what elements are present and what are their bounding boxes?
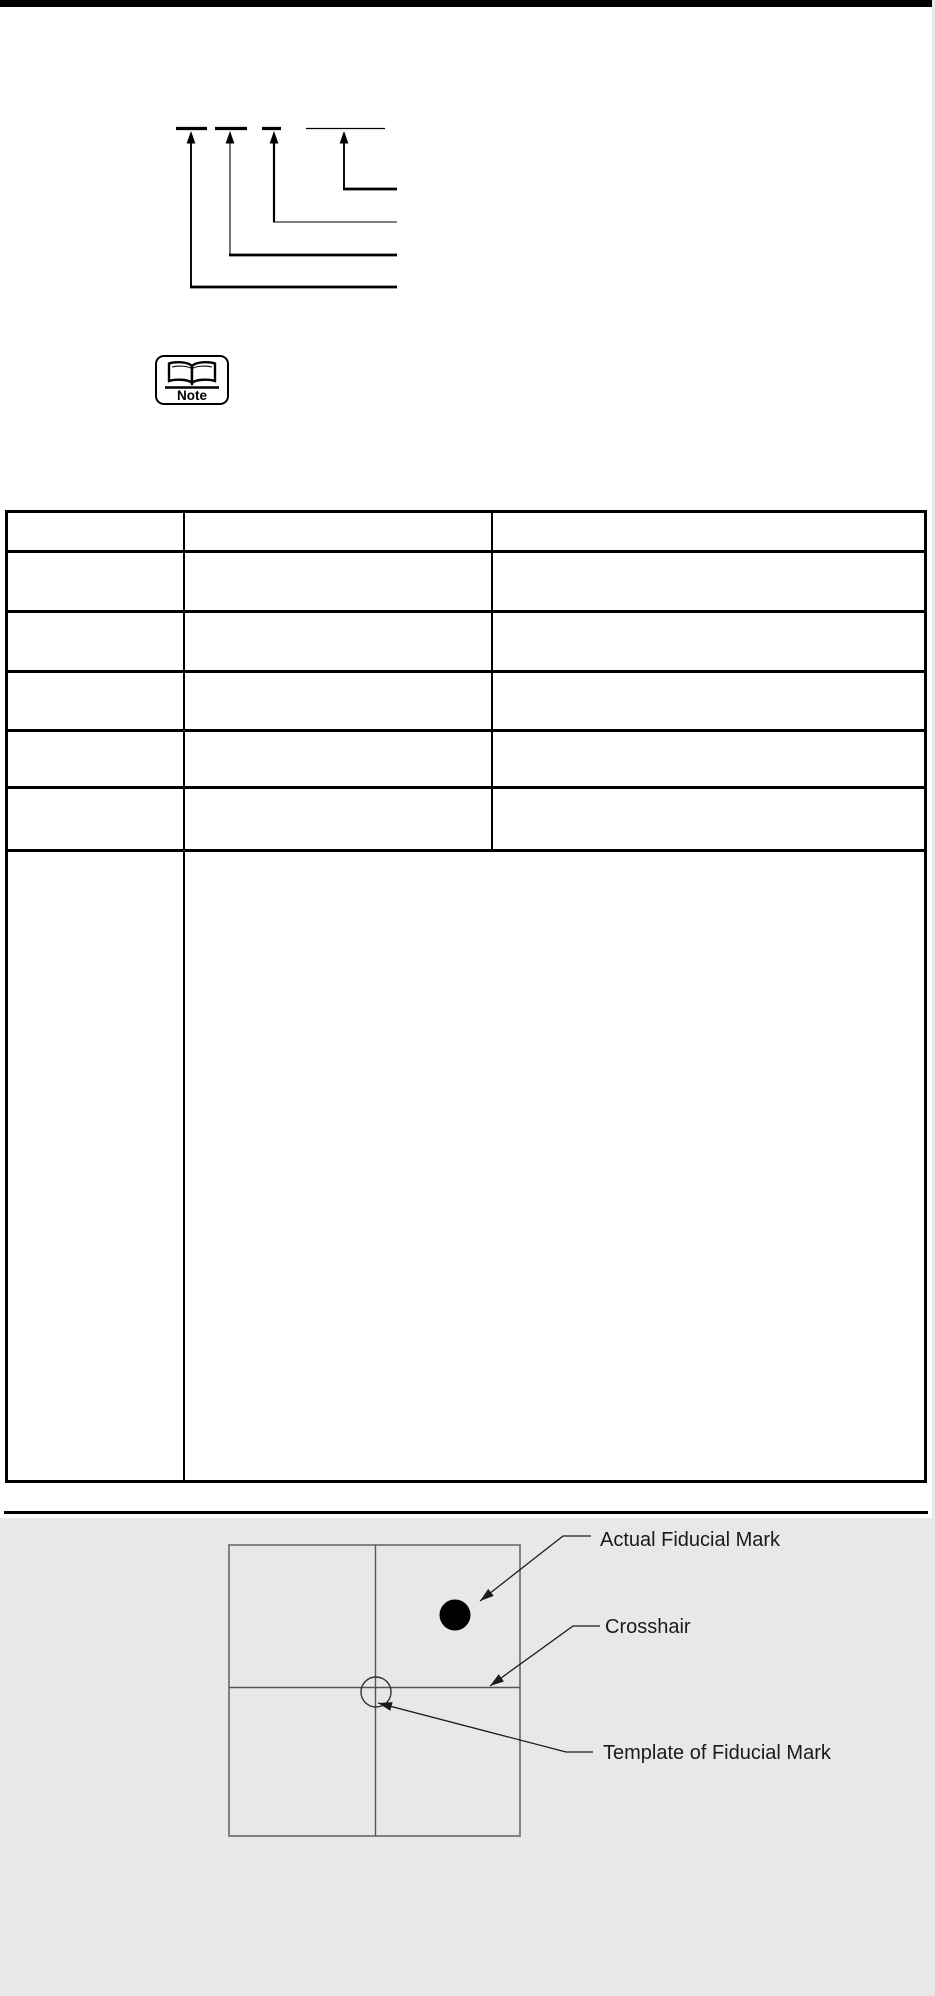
table-cell <box>8 732 185 786</box>
table-cell <box>185 673 493 729</box>
table-cell <box>8 513 185 550</box>
table-cell <box>8 789 185 849</box>
leader-crosshair <box>490 1626 600 1686</box>
label-template-of-fiducial-mark: Template of Fiducial Mark <box>603 1742 831 1764</box>
table-row <box>8 673 924 732</box>
note-icon <box>155 355 229 405</box>
table-row <box>8 553 924 613</box>
spec-table <box>5 510 927 1764</box>
note-icon-label: Note <box>177 388 207 403</box>
table-cell <box>8 852 185 1480</box>
table-cell <box>8 613 185 670</box>
actual-fiducial-mark-dot <box>440 1600 471 1631</box>
callout-arrow-3 <box>270 131 397 222</box>
table-cell <box>185 613 493 670</box>
callout-arrow-1 <box>187 131 397 287</box>
callout-arrow-4 <box>340 131 397 189</box>
table-row <box>8 732 924 789</box>
table-row <box>8 613 924 673</box>
fiducial-diagram <box>193 1364 935 1996</box>
table-cell <box>493 553 924 610</box>
table-cell <box>185 513 493 550</box>
footer-rule <box>4 1511 928 1514</box>
table-merged-row <box>8 852 924 1764</box>
table-cell <box>185 732 493 786</box>
table-cell <box>8 553 185 610</box>
part-number-callout-diagram <box>150 100 410 300</box>
table-row <box>8 789 924 852</box>
table-cell <box>493 789 924 849</box>
open-book-icon <box>164 359 220 390</box>
leader-template-fiducial-mark <box>378 1703 593 1752</box>
table-cell <box>493 513 924 550</box>
table-cell <box>493 613 924 670</box>
fiducial-diagram-cell <box>185 852 924 1764</box>
label-crosshair: Crosshair <box>605 1616 691 1638</box>
fiducial-view-square <box>229 1545 520 1836</box>
table-cell <box>185 789 493 849</box>
table-cell <box>493 732 924 786</box>
table-cell <box>493 673 924 729</box>
top-rule <box>0 0 932 7</box>
table-cell <box>8 673 185 729</box>
callout-arrow-2 <box>226 131 397 255</box>
table-cell <box>185 553 493 610</box>
table-header-row <box>8 513 924 553</box>
label-actual-fiducial-mark: Actual Fiducial Mark <box>600 1529 781 1551</box>
